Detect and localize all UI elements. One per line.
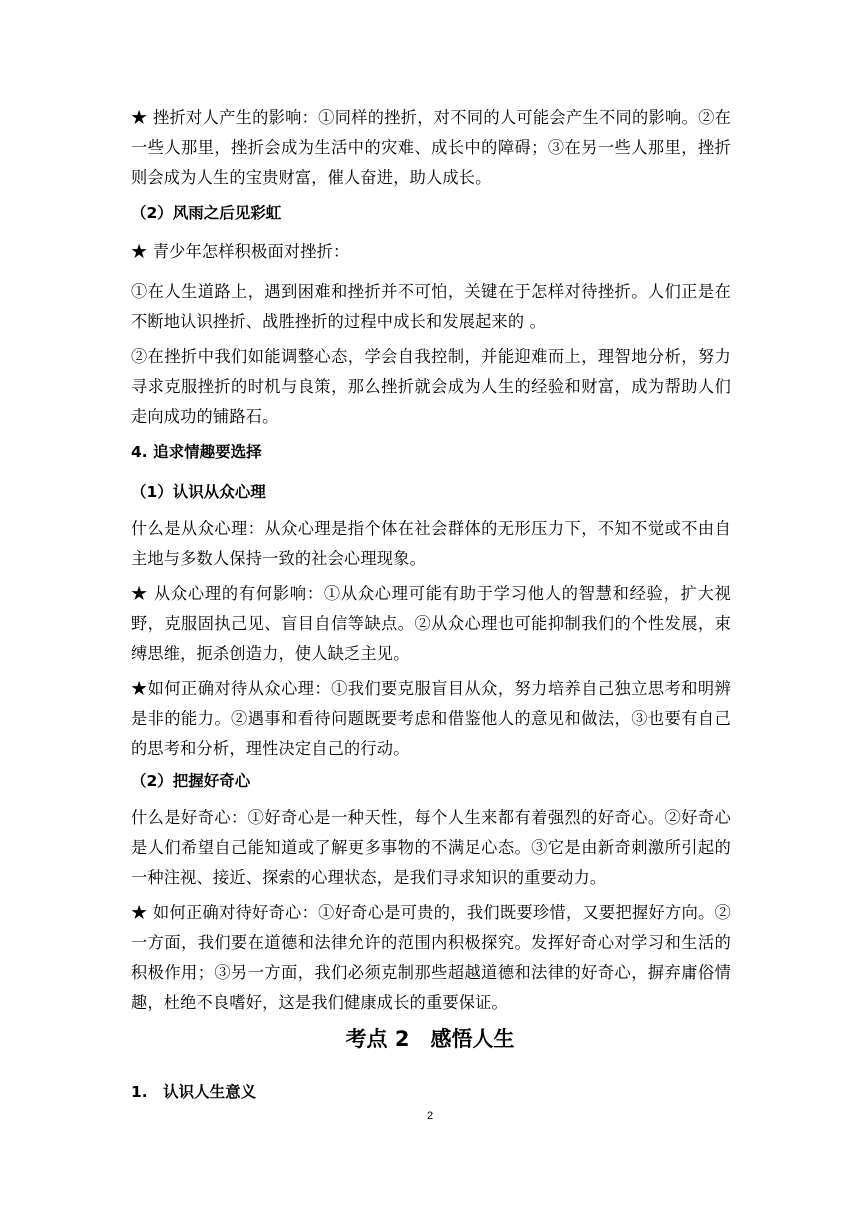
paragraph-conformity-influence: ★ 从众心理的有何影响：①从众心理可能有助于学习他人的智慧和经验，扩大视野，克服固执己见、盲目自信等缺点。②从众心理也可能抑制我们的个性发展，束缚思维，扼杀创造力，使人缺乏主见。 xyxy=(131,584,731,663)
heading-conformity: （1）认识从众心理 xyxy=(131,483,266,501)
heading-rainbow-after-storm: （2）风雨之后见彩虹 xyxy=(131,204,282,222)
paragraph-setback-point-1: ①在人生道路上，遇到困难和挫折并不可怕，关键在于怎样对待挫折。人们正是在不断地认识挫折、战胜挫折的过程中成长和发展起来的 。 xyxy=(131,282,731,331)
heading-life-meaning: 1. 认识人生意义 xyxy=(131,1083,257,1101)
paragraph-conformity-definition: 什么是从众心理：从众心理是指个体在社会群体的无形压力下，不知不觉或不由自主地与多数人保持一致的社会心理现象。 xyxy=(131,519,731,568)
heading-pursue-interests: 4. 追求情趣要选择 xyxy=(131,443,262,461)
paragraph-conformity-handling: ★如何正确对待从众心理：①我们要克服盲目从众，努力培养自己独立思考和明辨是非的能力。②遇事和看待问题既要考虑和借鉴他人的意见和做法，③也要有自己的思考和分析，理性决定自己的行动。 xyxy=(131,679,731,758)
page-number: 2 xyxy=(426,1110,434,1122)
paragraph-face-setbacks: ★ 青少年怎样积极面对挫折： xyxy=(131,242,350,261)
paragraph-setback-point-2: ②在挫折中我们如能调整心态，学会自我控制，并能迎难而上，理智地分析，努力寻求克服挫折的时机与良策，那么挫折就会成为人生的经验和财富，成为帮助人们走向成功的铺路石。 xyxy=(131,347,731,426)
paragraph-curiosity-definition: 什么是好奇心：①好奇心是一种天性，每个人生来都有着强烈的好奇心。②好奇心是人们希望自己能知道或了解更多事物的不满足心态。③它是由新奇刺激所引起的一种注视、接近、探索的心理状态，是我们寻求知识的重要动力。 xyxy=(131,808,731,887)
paragraph-setback-influence: ★ 挫折对人产生的影响：①同样的挫折，对不同的人可能会产生不同的影响。②在一些人那里，挫折会成为生活中的灾难、成长中的障碍；③在另一些人那里，挫折则会成为人生的宝贵财富，催人奋进，助人成长。 xyxy=(131,108,731,187)
heading-curiosity: （2）把握好奇心 xyxy=(131,772,251,790)
section-title: 考点 2 感悟人生 xyxy=(345,1027,515,1051)
paragraph-curiosity-handling: ★ 如何正确对待好奇心：①好奇心是可贵的，我们既要珍惜，又要把握好方向。②一方面，我们要在道德和法律允许的范围内积极探究。发挥好奇心对学习和生活的积极作用；③另一方面，我们必须克制那些超越道德和法律的好奇心，摒弃庸俗情趣，杜绝不良嗜好，这是我们健康成长的重要保证。 xyxy=(131,903,731,1012)
